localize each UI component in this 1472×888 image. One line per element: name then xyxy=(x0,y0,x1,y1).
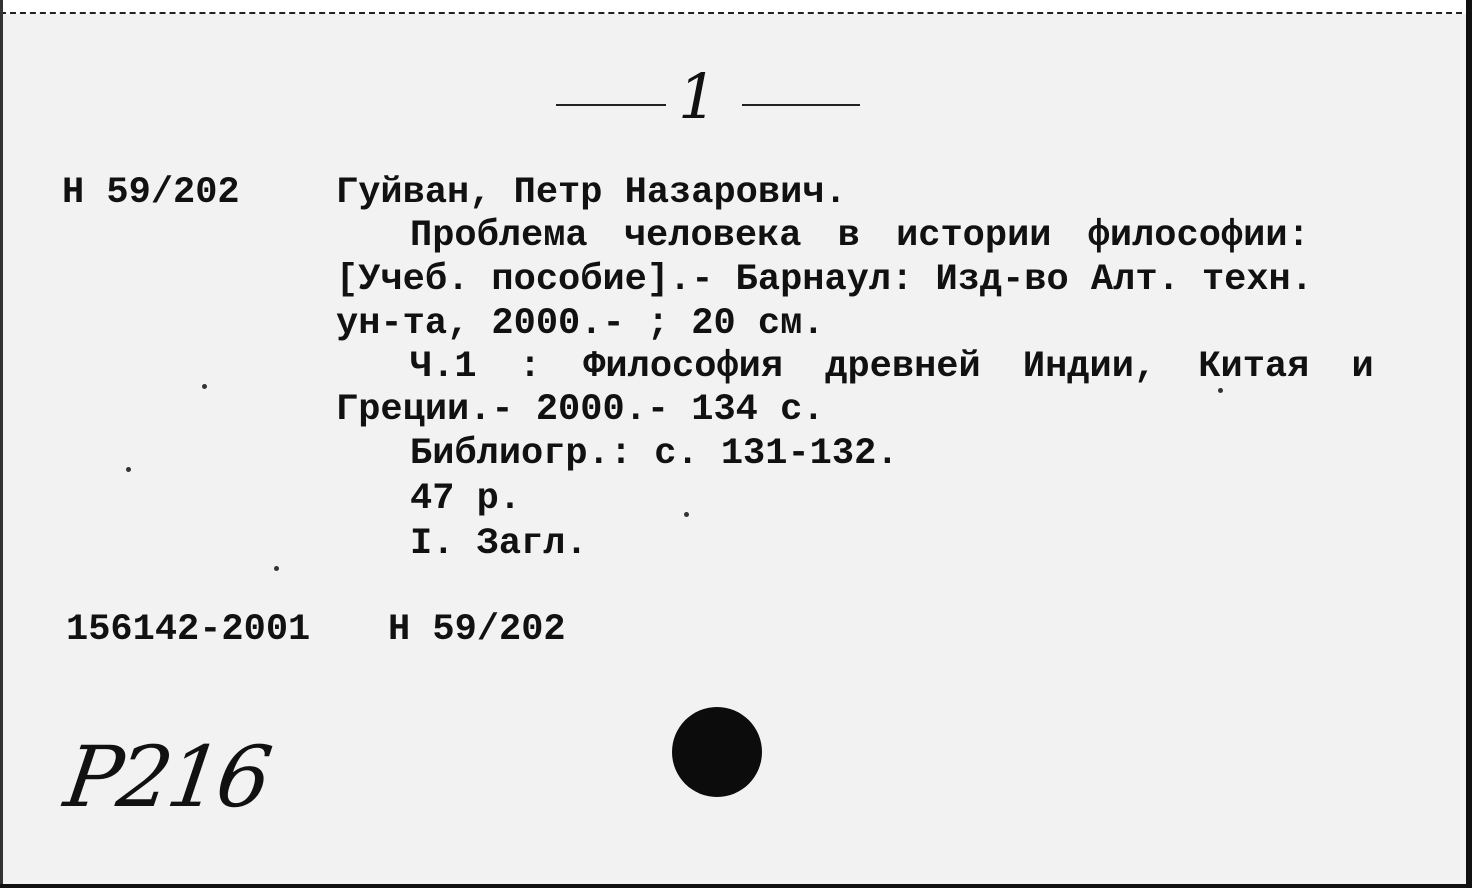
inventory-number: 156142-2001 xyxy=(66,609,311,651)
number-dash-left xyxy=(556,104,666,106)
punch-hole xyxy=(672,707,762,797)
price-note: 47 р. xyxy=(410,478,522,520)
shelf-mark: Н 59/202 xyxy=(62,172,240,214)
speck-mark xyxy=(684,512,689,517)
card-number-text: 1 xyxy=(678,60,718,133)
tracing-note: I. Загл. xyxy=(410,523,588,565)
speck-mark xyxy=(202,384,207,389)
card-top-edge xyxy=(0,0,1472,14)
title-line-1: Проблема человека в истории философии: xyxy=(410,215,1310,257)
card-sequence-number xyxy=(556,60,862,136)
title-line-2: [Учеб. пособие].- Барнаул: Изд-во Алт. техн. xyxy=(336,259,1313,301)
part-line-1: Ч.1 : Философия древней Индии, Китая и xyxy=(410,346,1374,388)
speck-mark xyxy=(274,566,279,571)
card-bottom-edge xyxy=(0,884,1472,888)
card-left-edge xyxy=(0,0,3,888)
title-line-3: ун-та, 2000.- ; 20 см. xyxy=(336,303,825,345)
card-right-edge xyxy=(1466,0,1472,888)
number-dash-right xyxy=(742,104,860,106)
handwritten-note: Р216 xyxy=(59,728,274,826)
author-heading: Гуйван, Петр Назарович. xyxy=(336,172,847,214)
part-line-2: Греции.- 2000.- 134 с. xyxy=(336,389,825,431)
speck-mark xyxy=(1218,388,1223,393)
speck-mark xyxy=(126,467,131,472)
inventory-shelf-mark: Н 59/202 xyxy=(388,609,566,651)
bibliography-note: Библиогр.: с. 131-132. xyxy=(410,433,899,475)
